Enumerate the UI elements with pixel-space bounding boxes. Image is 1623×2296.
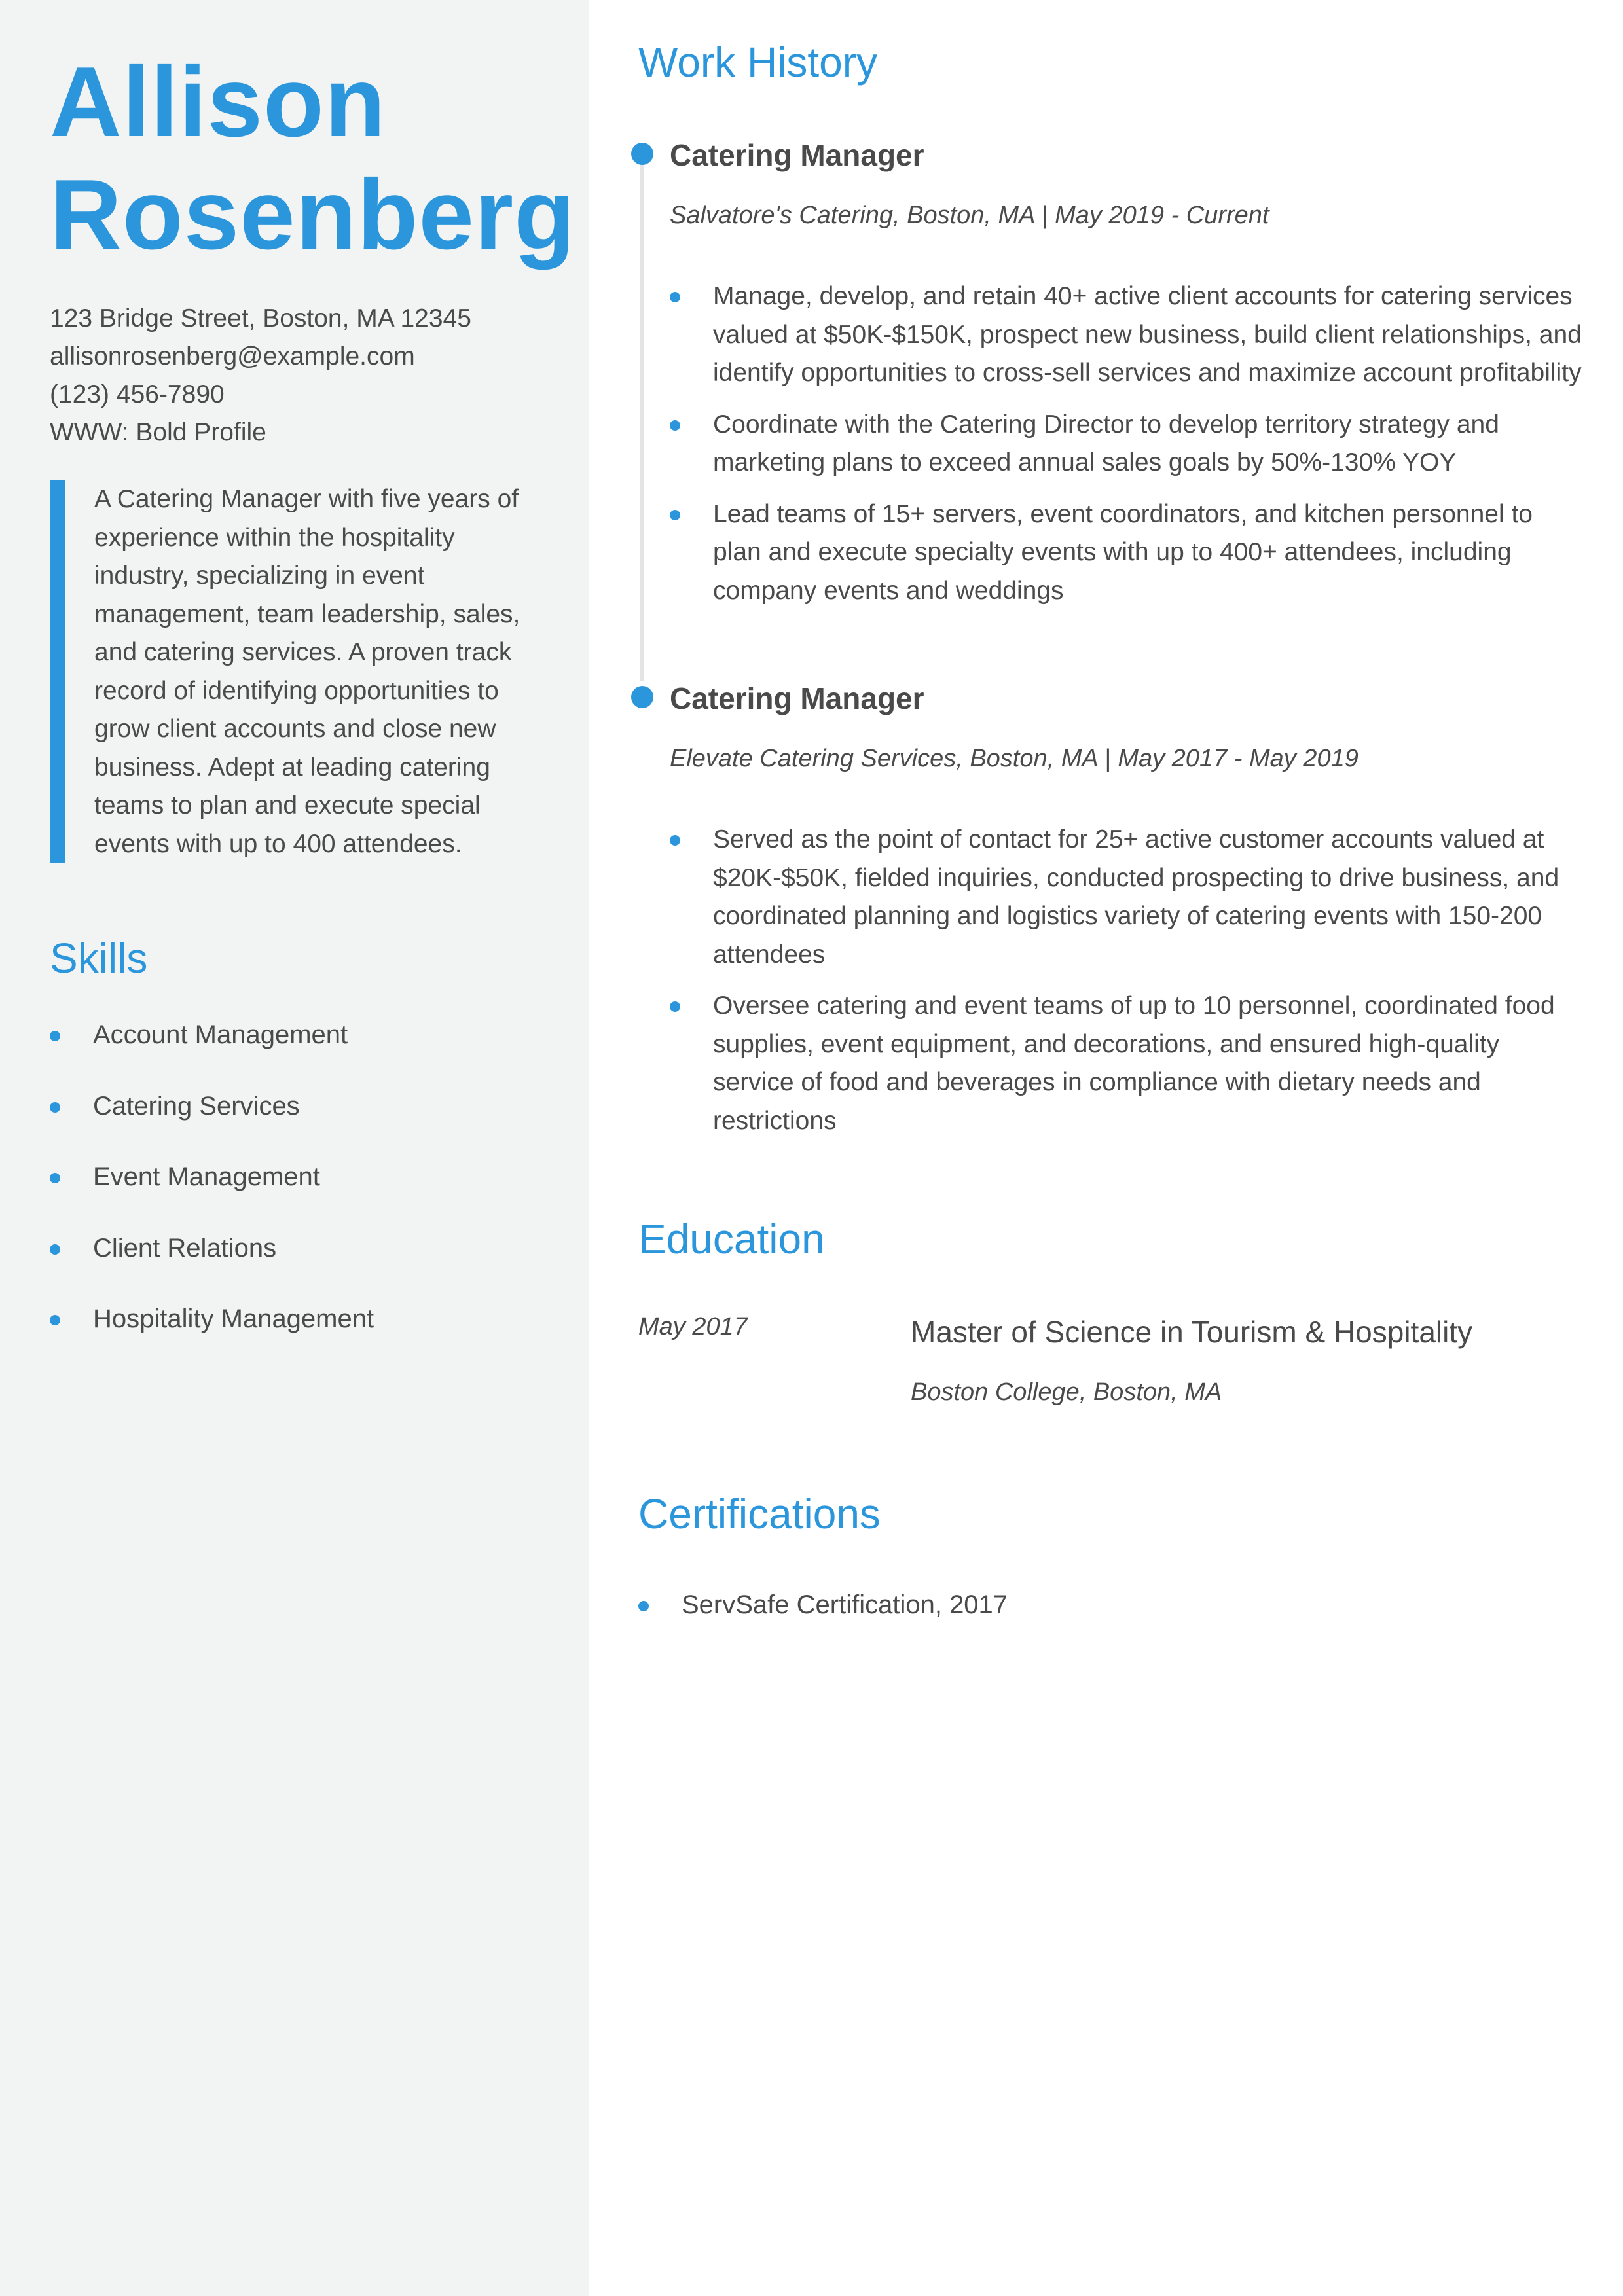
skills-heading: Skills <box>50 935 148 982</box>
certification-item <box>638 1589 1008 1621</box>
first-name: Allison <box>50 46 386 158</box>
bullet-dot-icon <box>50 1244 60 1255</box>
timeline-dot-icon <box>631 143 653 165</box>
bullet-dot-icon <box>670 420 680 431</box>
bullet-dot-icon <box>50 1031 60 1041</box>
bullet-dot-icon <box>670 292 680 302</box>
skill-label: Event Management <box>93 1162 320 1191</box>
contact-phone: (123) 456-7890 <box>50 380 225 408</box>
job-bullet <box>670 406 1586 482</box>
skills-list <box>50 1019 550 1374</box>
skill-item <box>50 1019 550 1090</box>
sidebar <box>0 0 589 2296</box>
bullet-dot-icon <box>670 510 680 520</box>
contact-website[interactable]: WWW: Bold Profile <box>50 418 266 446</box>
job-bullet-text: Oversee catering and event teams of up to 10 personnel, coordinated food supplies, event equipment, and decorations, and ensured high-quality service of food and beverages in compliance with dietary needs and restrictions <box>713 992 1555 1135</box>
job-bullet-text: Lead teams of 15+ servers, event coordinators, and kitchen personnel to plan and execute specialty events with up to 400+ attendees, including company events and weddings <box>713 499 1533 605</box>
skill-label: Account Management <box>93 1020 348 1049</box>
contact-info <box>50 300 550 452</box>
skill-label: Hospitality Management <box>93 1304 374 1333</box>
job-bullet-text: Coordinate with the Catering Director to develop territory strategy and marketing plans to exceed annual sales goals by 50%-130% YOY <box>713 410 1499 476</box>
job-bullet-text: Manage, develop, and retain 40+ active client accounts for catering services valued at $50K-$150K, prospect new business, build client relationships, and identify opportunities to cross-sell services and maximize account profitability <box>713 282 1582 387</box>
job-bullet <box>670 495 1586 611</box>
skill-label: Client Relations <box>93 1233 277 1263</box>
skill-label: Catering Services <box>93 1091 300 1121</box>
professional-summary: A Catering Manager with five years of experience within the hospitality industry, specializing in event management, team leadership, sales, and catering services. A proven track record of identifying opportunities to grow client accounts and close new business. Adept at leading catering teams to plan and execute special events with up to 400 attendees. <box>50 480 547 863</box>
education-degree: Master of Science in Tourism & Hospitality <box>911 1315 1473 1349</box>
certifications-heading: Certifications <box>638 1490 881 1537</box>
job-bullet-text: Served as the point of contact for 25+ active customer accounts valued at $20K-$50K, fielded inquiries, conducted prospecting to drive business, and coordinated planning and logistics variety of catering events with 150-200 attendees <box>713 825 1559 969</box>
bullet-dot-icon <box>670 835 680 846</box>
bullet-dot-icon <box>50 1315 60 1325</box>
certification-label: ServSafe Certification, 2017 <box>682 1590 1008 1619</box>
bullet-dot-icon <box>50 1173 60 1183</box>
work-history-heading: Work History <box>638 39 878 86</box>
skill-item <box>50 1161 550 1232</box>
certifications-list <box>638 1589 1008 1621</box>
bullet-dot-icon <box>670 1001 680 1012</box>
education-school: Boston College, Boston, MA <box>911 1378 1222 1406</box>
job-bullet <box>670 278 1586 393</box>
skill-item <box>50 1090 550 1162</box>
skill-item <box>50 1303 550 1374</box>
job-title: Catering Manager <box>670 138 924 172</box>
job-title: Catering Manager <box>670 681 924 715</box>
job-bullets <box>670 821 1586 1153</box>
job-meta: Salvatore's Catering, Boston, MA | May 2019 - Current <box>670 202 1269 229</box>
contact-email[interactable]: allisonrosenberg@example.com <box>50 342 415 370</box>
job-bullets <box>670 278 1586 623</box>
job-meta: Elevate Catering Services, Boston, MA | May 2017 - May 2019 <box>670 745 1359 772</box>
job-bullet <box>670 821 1586 974</box>
candidate-name <box>50 46 575 271</box>
timeline-dot-icon <box>631 686 653 708</box>
contact-address: 123 Bridge Street, Boston, MA 12345 <box>50 304 471 332</box>
skill-item <box>50 1232 550 1304</box>
bullet-dot-icon <box>50 1102 60 1113</box>
education-heading: Education <box>638 1215 825 1263</box>
last-name: Rosenberg <box>50 159 575 270</box>
timeline-line <box>640 164 644 681</box>
education-date: May 2017 <box>638 1313 748 1340</box>
bullet-dot-icon <box>638 1601 649 1611</box>
job-bullet <box>670 987 1586 1140</box>
